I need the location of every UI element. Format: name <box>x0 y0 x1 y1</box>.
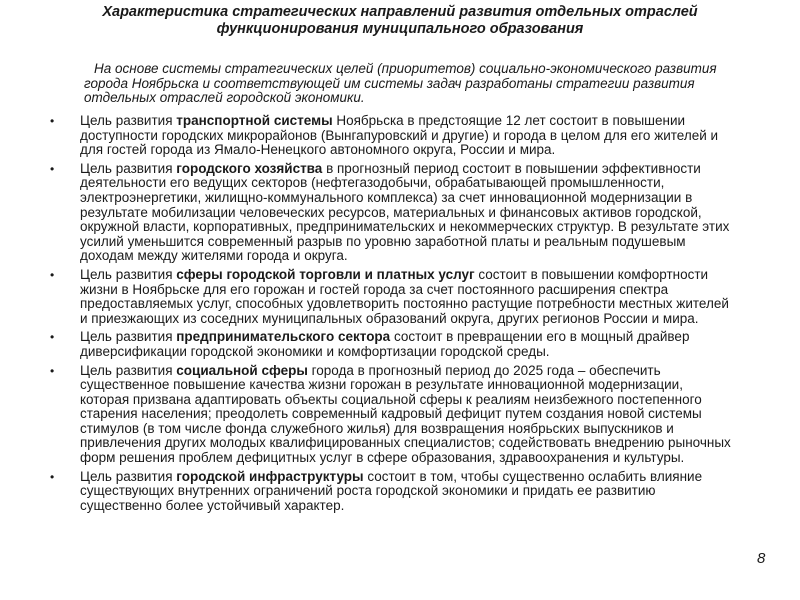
item-prefix: Цель развития <box>80 113 177 128</box>
bullet-icon: • <box>50 469 55 484</box>
bullet-icon: • <box>50 114 55 128</box>
item-keyword: социальной сферы <box>176 362 308 378</box>
item-keyword: сферы городской торговли и платных услуг <box>176 266 475 282</box>
item-text: состоит в повышении комфортности жизни в Ноябрьске для его горожан и гостей города за счет постоянного расширения спектра предоставляемых услуг, способных удовлетворить постоянно растущие потребности местных жителей и приезжающих из соседних муниципальных образований округа, других регионов России и мира. <box>80 266 729 326</box>
item-text: города в прогнозный период до 2025 года – обеспечить существенное повышение качества жизни горожан в результате инновационной модернизации, которая призвана адаптировать объекты социальной сферы к реалиям неизбежного постепенного старения населения; преодолеть современный кадровый дефицит путем создания новой системы стимулов (в том числе фонда служебного жилья) для возвращения ноябрьских выпускников и привлечения других молодых квалифицированных специалистов; содействовать внедрению рыночных форм решения проблем дефицитных услуг в сфере образования, здравоохранения и культуры. <box>80 362 731 466</box>
intro-paragraph: На основе системы стратегических целей (приоритетов) социально-экономического развития города Ноябрьска и соответствующей им системы задач разработаны стратегии развития отдельных отраслей городской экономики. <box>84 61 717 105</box>
list-item <box>44 162 734 264</box>
item-prefix: Цель развития <box>80 329 177 345</box>
list-item <box>44 114 734 158</box>
item-prefix: Цель развития <box>80 362 177 378</box>
list-item <box>44 268 734 326</box>
goals-list <box>44 114 734 517</box>
slide-title: Характеристика стратегических направлений развития отдельных отраслей функционирования муниципального образования <box>102 4 698 37</box>
item-text: в прогнозный период состоит в повышении эффективности деятельности его ведущих секторов (нефтегазодобычи, обрабатывающей промышленности, электроэнергетики, жилищно-коммунального комплекса) за счет инновационной модернизации в результате мобилизации человеческих ресурсов, материальных и финансовых активов городской, окружной власти, корпоративных, предпринимательских и некоммерческих структур. В результате этих усилий уменьшится современный разрыв по уровню заработной платы и реальным подушевым доходам между жителями города и округа. <box>80 160 730 264</box>
item-text: состоит в том, чтобы существенно ослабить влияние существующих внутренних ограничений роста городской экономики и придать ее развитию существенно более устойчивый характер. <box>80 468 703 513</box>
item-prefix: Цель развития <box>80 160 177 176</box>
item-text: состоит в превращении его в мощный драйвер диверсификации городской экономики и комфортизации городской среды. <box>80 329 690 359</box>
list-item <box>44 330 734 359</box>
item-prefix: Цель развития <box>80 468 177 484</box>
list-item <box>44 364 734 466</box>
item-prefix: Цель развития <box>80 266 177 282</box>
item-text: Ноябрьска в предстоящие 12 лет состоит в повышении доступности городских микрорайонов (Вынгапуровский и другие) и города в целом для его жителей и для гостей города из Ямало-Ненецкого автономного округа, России и мира. <box>80 113 719 158</box>
bullet-icon: • <box>50 330 55 345</box>
list-item <box>44 470 734 514</box>
bullet-icon: • <box>50 363 55 378</box>
item-keyword: транспортной системы <box>176 113 333 128</box>
page-number: 8 <box>757 550 766 567</box>
item-keyword: предпринимательского сектора <box>176 329 391 345</box>
bullet-icon: • <box>50 161 55 176</box>
item-keyword: городского хозяйства <box>176 160 323 176</box>
bullet-icon: • <box>50 267 55 282</box>
item-keyword: городской инфраструктуры <box>176 468 364 484</box>
